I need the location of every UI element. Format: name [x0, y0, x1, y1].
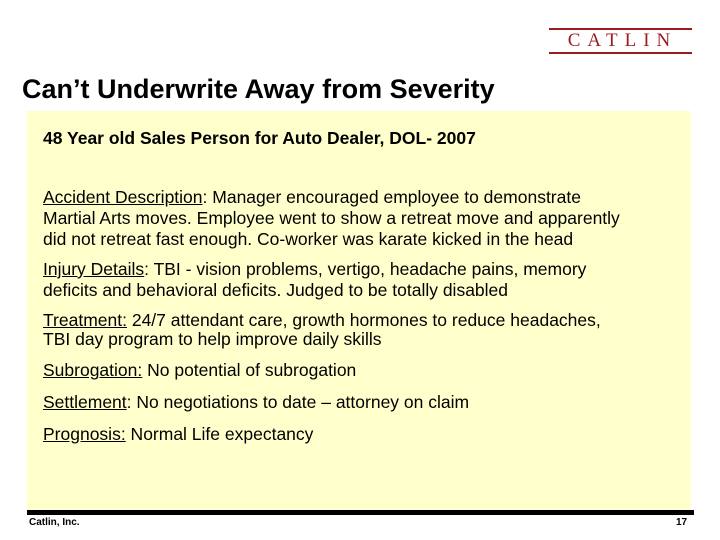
treatment-line-2: TBI day program to help improve daily skills	[43, 329, 382, 349]
accident-line-3: did not retreat fast enough. Co-worker was karate kicked in the head	[43, 229, 574, 249]
injury-line-2: deficits and behavioral deficits. Judged to be totally disabled	[43, 280, 509, 300]
subrogation-text: No potential of subrogation	[142, 360, 357, 380]
catlin-logo	[549, 26, 692, 54]
injury-label: Injury Details	[43, 259, 145, 279]
accident-line-1	[43, 187, 581, 208]
injury-text-1: : TBI - vision problems, vertigo, headache pains, memory	[144, 259, 587, 279]
slide-title: Can’t Underwrite Away from Severity	[22, 74, 495, 104]
accident-line-2: Martial Arts moves. Employee went to show a retreat move and apparently	[43, 208, 620, 228]
injury-line-1	[43, 259, 586, 280]
accident-label: Accident Description	[43, 187, 203, 207]
footer-company: Catlin, Inc.	[29, 517, 80, 528]
logo-bottom-rule	[549, 52, 692, 54]
prognosis-line	[43, 424, 313, 445]
treatment-text-1: 24/7 attendant care, growth hormones to reduce headaches,	[126, 310, 601, 330]
treatment-label: Treatment:	[43, 310, 127, 330]
prognosis-text: Normal Life expectancy	[125, 424, 314, 444]
settlement-line	[43, 392, 469, 413]
settlement-label: Settlement	[43, 392, 127, 412]
subrogation-label: Subrogation:	[43, 360, 143, 380]
accident-text-1: : Manager encouraged employee to demonstrate	[202, 187, 581, 207]
settlement-text: : No negotiations to date – attorney on claim	[126, 392, 470, 412]
subrogation-line	[43, 360, 356, 381]
prognosis-label: Prognosis:	[43, 424, 126, 444]
case-subtitle: 48 Year old Sales Person for Auto Dealer, DOL- 2007	[43, 128, 476, 148]
logo-text: CATLIN	[567, 30, 678, 51]
treatment-line-1	[43, 310, 601, 331]
footer-rule	[27, 510, 694, 515]
page-number: 17	[676, 517, 688, 528]
